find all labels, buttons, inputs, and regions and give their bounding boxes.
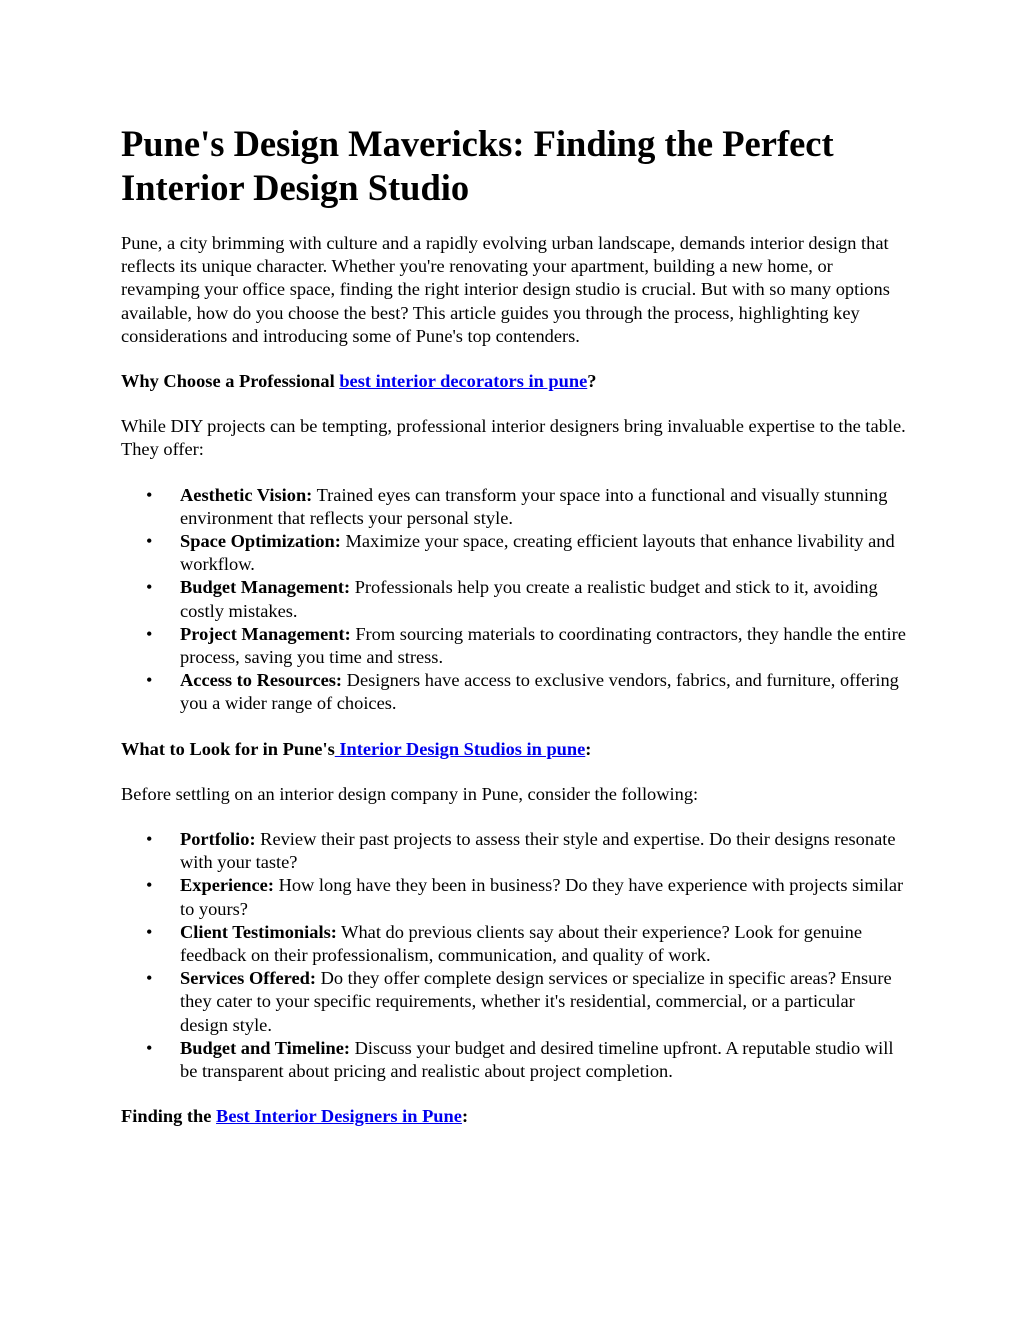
list-item-text: Designers have access to exclusive vendors, fabrics, and furniture, offering you a wider range of choices. [180,670,899,714]
bullet-icon: • [146,921,153,942]
section3-heading-suffix: : [461,1106,469,1127]
list-item-label: Experience: [180,875,274,896]
intro-paragraph: Pune, a city brimming with culture and a rapidly evolving urban landscape, demands interior design that reflects its unique character. Whether you're renovating your apartment, building a new home, or revamping your office space, finding the right interior design studio is crucial. But with so many options available, how do you choose the best? This article guides you through the process, highlighting key considerations and introducing some of Pune's top contenders. [121,233,890,346]
section3-heading [121,1105,906,1128]
section1-heading-suffix: ? [587,371,597,392]
section1-paragraph: While DIY projects can be tempting, professional interior designers bring invaluable expertise to the table. They offer: [121,416,906,460]
page-title: Pune's Design Mavericks: Finding the Perfect Interior Design Studio [121,123,834,208]
list-item [146,669,906,715]
list-item [146,967,906,1037]
document-page [121,122,906,1129]
section3-heading-prefix: Finding the [121,1106,217,1127]
list-item-text: Professionals help you create a realistic budget and stick to it, avoiding costly mistakes. [180,577,878,621]
section2-heading-suffix: : [585,738,592,759]
list-item-text: Trained eyes can transform your space into a functional and visually stunning environment that reflects your personal style. [180,484,888,528]
list-item [146,530,906,576]
section3-heading-link[interactable]: Best Interior Designers in Pune [216,1106,462,1127]
section1-heading-prefix: Why Choose a Professional [121,371,340,392]
list-item-label: Client Testimonials: [180,921,337,942]
list-item-text: Maximize your space, creating efficient layouts that enhance livability and workflow. [180,531,895,575]
section2-heading-link[interactable]: Interior Design Studios in pune [334,738,586,759]
bullet-icon: • [146,670,153,691]
bullet-icon: • [146,1037,153,1058]
list-item [146,828,906,874]
list-item-text: How long have they been in business? Do they have experience with projects similar to yours? [180,875,904,919]
list-item-label: Aesthetic Vision: [180,484,313,505]
list-item-text: Discuss your budget and desired timeline upfront. A reputable studio will be transparent about pricing and realistic about project completion. [180,1037,894,1082]
list-item [146,1037,906,1083]
list-item [146,921,906,967]
list-item-label: Space Optimization: [180,531,341,552]
list-item [146,576,906,622]
section2-heading [121,738,906,761]
list-item-label: Budget and Timeline: [180,1037,350,1058]
section1-list [121,484,906,716]
bullet-icon: • [146,968,153,989]
bullet-icon: • [146,531,153,552]
list-item-text: What do previous clients say about their experience? Look for genuine feedback on their professionalism, communication, and quality of work. [180,921,863,966]
list-item-text: Review their past projects to assess their style and expertise. Do their designs resonate with your taste? [180,829,896,873]
bullet-icon: • [146,484,153,505]
list-item-label: Services Offered: [180,968,316,989]
list-item-label: Budget Management: [180,577,351,598]
section2-heading-prefix: What to Look for in Pune's [121,738,335,759]
list-item-label: Access to Resources: [180,670,343,691]
list-item-text: From sourcing materials to coordinating contractors, they handle the entire process, saving you time and stress. [180,623,906,668]
bullet-icon: • [146,829,153,850]
list-item [146,484,906,530]
list-item [146,874,906,920]
section1-heading [121,370,906,393]
bullet-icon: • [146,577,153,598]
list-item-label: Project Management: [180,623,351,644]
list-item-label: Portfolio: [180,829,256,850]
section2-list [121,828,906,1083]
section1-heading-link[interactable]: best interior decorators in pune [339,371,588,392]
list-item-text: Do they offer complete design services or specialize in specific areas? Ensure they cater to your specific requirements, whether it's residential, commercial, or a particular design style. [180,968,892,1035]
bullet-icon: • [146,875,153,896]
section2-paragraph: Before settling on an interior design company in Pune, consider the following: [121,783,699,804]
bullet-icon: • [146,623,153,644]
list-item [146,623,906,669]
